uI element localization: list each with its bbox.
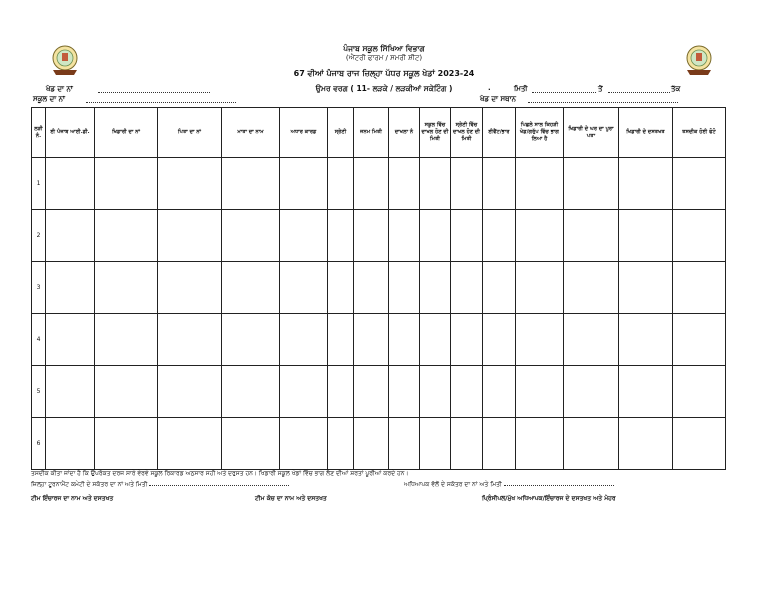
- table-row: [32, 158, 726, 210]
- entry-table: [31, 107, 726, 470]
- entry-cell[interactable]: [483, 210, 516, 262]
- form-subtitle: (ਐਂਟਰੀ ਫਾਰਮ / ਸਮਰੀ ਸ਼ੀਟ): [345, 54, 423, 62]
- entry-cell[interactable]: [516, 158, 564, 210]
- entry-cell[interactable]: [389, 262, 420, 314]
- date-from-field[interactable]: [532, 85, 596, 93]
- entry-cell[interactable]: [673, 158, 726, 210]
- column-header: ਦਾਖਲਾ ਨੰ: [389, 108, 420, 158]
- entry-cell[interactable]: [46, 366, 95, 418]
- column-header: ਤਸਦੀਕ ਹੋਈ ਫੋਟੋ: [673, 108, 726, 158]
- entry-cell[interactable]: [673, 262, 726, 314]
- entry-cell[interactable]: [280, 210, 328, 262]
- entry-cell[interactable]: [451, 314, 483, 366]
- entry-cell[interactable]: [483, 418, 516, 470]
- game-name-field[interactable]: [98, 85, 210, 93]
- entry-cell[interactable]: [389, 314, 420, 366]
- entry-cell[interactable]: [564, 418, 619, 470]
- column-header: ਈਵੈਂਟ/ਭਾਰ: [483, 108, 516, 158]
- serial-number: 6: [32, 418, 46, 470]
- entry-cell[interactable]: [95, 314, 158, 366]
- entry-cell[interactable]: [222, 314, 280, 366]
- serial-number: 2: [32, 210, 46, 262]
- entry-cell[interactable]: [280, 314, 328, 366]
- entry-cell[interactable]: [354, 262, 389, 314]
- entry-cell[interactable]: [328, 314, 354, 366]
- entry-cell[interactable]: [619, 366, 673, 418]
- entry-cell[interactable]: [619, 314, 673, 366]
- principal-signature: ਪ੍ਰਿੰਸੀਪਲ/ਮੁੱਖ ਅਧਿਆਪਕ/ਇੰਚਾਰਜ ਦੇ ਦਸਤਖਤ ਅਤੇ ਮੋਹਰ: [482, 495, 616, 502]
- department-title: ਪੰਜਾਬ ਸਕੂਲ ਸਿੱਖਿਆ ਵਿਭਾਗ: [343, 44, 425, 53]
- entry-cell[interactable]: [95, 366, 158, 418]
- entry-cell[interactable]: [420, 366, 451, 418]
- entry-cell[interactable]: [354, 210, 389, 262]
- table-body: [32, 158, 726, 470]
- entry-cell[interactable]: [389, 418, 420, 470]
- separator-dot: .: [488, 84, 491, 92]
- table-row: [32, 366, 726, 418]
- entry-cell[interactable]: [420, 210, 451, 262]
- serial-number: 3: [32, 262, 46, 314]
- serial-number: 4: [32, 314, 46, 366]
- from-label: ਤੋਂ: [598, 85, 603, 93]
- entry-cell[interactable]: [516, 262, 564, 314]
- district-secretary-line: [31, 481, 289, 489]
- column-header: ਜਨਮ ਮਿਤੀ: [354, 108, 389, 158]
- entry-cell[interactable]: [451, 210, 483, 262]
- entry-cell[interactable]: [280, 262, 328, 314]
- entry-cell[interactable]: [222, 366, 280, 418]
- column-header: ਖਿਡਾਰੀ ਦੇ ਦਸਤਖਤ: [619, 108, 673, 158]
- entry-cell[interactable]: [389, 210, 420, 262]
- entry-cell[interactable]: [483, 262, 516, 314]
- entry-cell[interactable]: [619, 210, 673, 262]
- entry-cell[interactable]: [564, 366, 619, 418]
- entry-cell[interactable]: [354, 158, 389, 210]
- entry-cell[interactable]: [354, 366, 389, 418]
- table-header-row: [32, 108, 726, 158]
- teacher-secretary-field[interactable]: [504, 485, 614, 486]
- entry-cell[interactable]: [516, 314, 564, 366]
- teacher-secretary-line: [404, 481, 614, 489]
- entry-cell[interactable]: [46, 210, 95, 262]
- entry-cell[interactable]: [158, 366, 222, 418]
- entry-cell[interactable]: [564, 314, 619, 366]
- serial-number: 1: [32, 158, 46, 210]
- age-group-title: ਉਮਰ ਵਰਗ ( 11- ਲੜਕੇ / ਲੜਕੀਆਂ ਸਕੇਟਿੰਗ ): [315, 84, 453, 93]
- entry-cell[interactable]: [95, 210, 158, 262]
- column-header: ਅਧਾਰ ਕਾਰਡ: [280, 108, 328, 158]
- entry-cell[interactable]: [673, 314, 726, 366]
- date-label: ਮਿਤੀ: [514, 85, 528, 93]
- entry-cell[interactable]: [158, 262, 222, 314]
- entry-cell[interactable]: [46, 418, 95, 470]
- date-to-field[interactable]: [608, 85, 670, 93]
- entry-cell[interactable]: [673, 210, 726, 262]
- serial-number: 5: [32, 366, 46, 418]
- entry-cell[interactable]: [95, 158, 158, 210]
- column-header: ਈ ਪੰਜਾਬ ਆਈ.ਡੀ.: [46, 108, 95, 158]
- entry-cell[interactable]: [354, 418, 389, 470]
- entry-cell[interactable]: [619, 418, 673, 470]
- entry-cell[interactable]: [420, 418, 451, 470]
- entry-cell[interactable]: [222, 262, 280, 314]
- entry-cell[interactable]: [46, 158, 95, 210]
- entry-cell[interactable]: [328, 366, 354, 418]
- entry-cell[interactable]: [564, 262, 619, 314]
- entry-cell[interactable]: [483, 314, 516, 366]
- entry-cell[interactable]: [158, 158, 222, 210]
- team-coach-signature: ਟੀਮ ਕੋਚ ਦਾ ਨਾਮ ਅਤੇ ਦਸਤਖਤ: [255, 495, 327, 502]
- column-header: ਖਿਡਾਰੀ ਦੇ ਘਰ ਦਾ ਪੂਰਾ ਪਤਾ: [564, 108, 619, 158]
- column-header: ਸਕੂਲ ਵਿੱਚ ਦਾਖਲ ਹੋਣ ਦੀ ਮਿਤੀ: [420, 108, 451, 158]
- table-row: [32, 314, 726, 366]
- team-incharge-signature: ਟੀਮ ਇੰਚਾਰਜ ਦਾ ਨਾਮ ਅਤੇ ਦਸਤਖਤ: [31, 495, 114, 502]
- district-secretary-label: ਜ਼ਿਲ੍ਹਾ ਟੂਰਨਾਮੈਂਟ ਕਮੇਟੀ ਦੇ ਸਕੱਤਰ ਦਾ ਨਾਂ ਅਤੇ ਮਿਤੀ: [31, 481, 148, 488]
- entry-cell[interactable]: [158, 314, 222, 366]
- entry-cell[interactable]: [222, 210, 280, 262]
- entry-cell[interactable]: [328, 262, 354, 314]
- district-secretary-field[interactable]: [149, 485, 289, 486]
- entry-cell[interactable]: [389, 366, 420, 418]
- entry-cell[interactable]: [328, 418, 354, 470]
- entry-cell[interactable]: [619, 158, 673, 210]
- column-header: ਲੜੀ ਨੰ.: [32, 108, 46, 158]
- entry-cell[interactable]: [564, 158, 619, 210]
- entry-cell[interactable]: [354, 314, 389, 366]
- entry-cell[interactable]: [619, 262, 673, 314]
- entry-cell[interactable]: [280, 418, 328, 470]
- game-name-label: ਖੇਡ ਦਾ ਨਾਂ: [46, 85, 73, 93]
- column-header: ਸ੍ਰੇਣੀ ਵਿੱਚ ਦਾਖਲ ਹੋਣ ਦੀ ਮਿਤੀ: [451, 108, 483, 158]
- teacher-secretary-label: ਅਧਿਆਪਕ ਵੱਲੋਂ ਦੇ ਸਕੱਤਰ ਦਾ ਨਾਂ ਅਤੇ ਮਿਤੀ: [404, 481, 502, 488]
- venue-label: ਖੇਡ ਦਾ ਸਥਾਨ: [480, 95, 516, 103]
- table-row: [32, 210, 726, 262]
- school-name-label: ਸਕੂਲ ਦਾ ਨਾਂ: [33, 95, 66, 103]
- entry-cell[interactable]: [158, 210, 222, 262]
- entry-cell[interactable]: [46, 262, 95, 314]
- entry-cell[interactable]: [328, 210, 354, 262]
- column-header: ਖਿਡਾਰੀ ਦਾ ਨਾਂ: [95, 108, 158, 158]
- entry-cell[interactable]: [516, 210, 564, 262]
- entry-cell[interactable]: [483, 366, 516, 418]
- entry-cell[interactable]: [420, 314, 451, 366]
- entry-cell[interactable]: [222, 418, 280, 470]
- column-header: ਪਿਤਾ ਦਾ ਨਾਂ: [158, 108, 222, 158]
- certification-text: ਤਸਦੀਕ ਕੀਤਾ ਜਾਂਦਾ ਹੈ ਕਿ ਉਪਰੋਕਤ ਦਰਜ ਸਾਰੇ ਵੇਰਵੇ ਸਕੂਲ ਰਿਕਾਰਡ ਅਨੁਸਾਰ ਸਹੀ ਅਤੇ ਦਰੁਸਤ ਹਨ। ਖਿਡਾਰੀ ਸਕੂਲ ਖੇਡਾਂ ਵਿੱਚ ਭਾਗ ਲੈਣ ਦੀਆਂ ਸ਼ਰਤਾਂ ਪੂਰੀਆਂ ਕਰਦੇ ਹਨ।: [31, 470, 409, 477]
- venue-field[interactable]: [528, 95, 678, 103]
- school-name-field[interactable]: [86, 95, 236, 103]
- entry-cell[interactable]: [451, 262, 483, 314]
- entry-cell[interactable]: [158, 418, 222, 470]
- entry-cell[interactable]: [516, 418, 564, 470]
- entry-cell[interactable]: [328, 158, 354, 210]
- entry-cell[interactable]: [280, 366, 328, 418]
- entry-cell[interactable]: [451, 158, 483, 210]
- column-header: ਮਾਤਾ ਦਾ ਨਾਮ: [222, 108, 280, 158]
- entry-cell[interactable]: [516, 366, 564, 418]
- column-header: ਸ੍ਰੇਣੀ: [328, 108, 354, 158]
- table-row: [32, 262, 726, 314]
- entry-cell[interactable]: [420, 158, 451, 210]
- entry-cell[interactable]: [280, 158, 328, 210]
- entry-cell[interactable]: [673, 366, 726, 418]
- entry-cell[interactable]: [451, 366, 483, 418]
- entry-cell[interactable]: [46, 314, 95, 366]
- tournament-title: 67 ਵੀਆਂ ਪੰਜਾਬ ਰਾਜ ਜ਼ਿਲ੍ਹਾ ਪੱਧਰ ਸਕੂਲ ਖੇਡਾਂ 2023-24: [293, 69, 475, 78]
- entry-cell[interactable]: [673, 418, 726, 470]
- entry-cell[interactable]: [420, 262, 451, 314]
- entry-cell[interactable]: [483, 158, 516, 210]
- entry-cell[interactable]: [451, 418, 483, 470]
- entry-cell[interactable]: [564, 210, 619, 262]
- entry-cell[interactable]: [389, 158, 420, 210]
- entry-cell[interactable]: [222, 158, 280, 210]
- to-label: ਤੱਕ: [671, 85, 681, 93]
- column-header: ਪਿਛਲੇ ਸਾਲ ਕਿਹੜੀ ਖੇਡ/ਗਰੁੱਪ ਵਿੱਚ ਭਾਗ ਲਿਆ ਹੈ: [516, 108, 564, 158]
- entry-cell[interactable]: [95, 418, 158, 470]
- table-row: [32, 418, 726, 470]
- entry-cell[interactable]: [95, 262, 158, 314]
